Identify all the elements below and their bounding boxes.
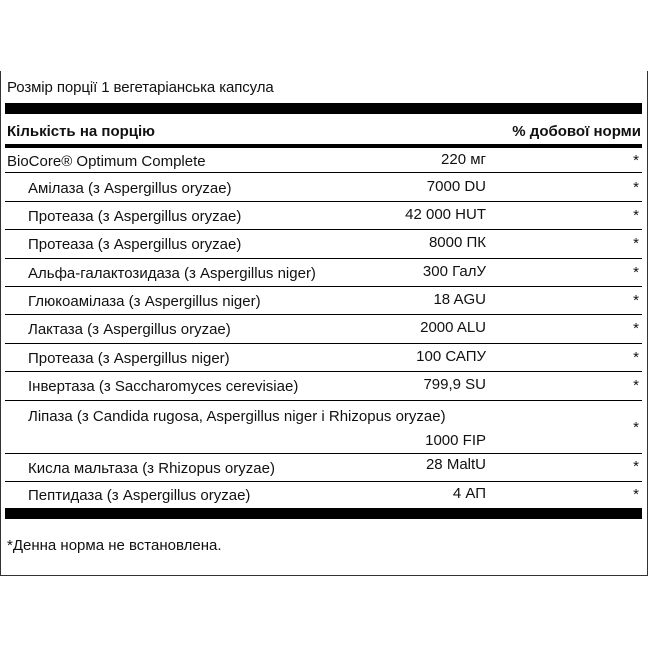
daily-value: * — [633, 349, 639, 366]
nutrient-row — [5, 454, 642, 482]
nutrient-row — [5, 287, 642, 315]
nutrient-amount: 18 AGU — [433, 291, 486, 308]
serving-size: Розмір порції 1 вегетаріанська капсула — [7, 79, 274, 96]
nutrient-row — [5, 148, 642, 173]
daily-value: * — [633, 486, 639, 503]
nutrient-name: Кисла мальтаза (з Rhizopus oryzae) — [28, 460, 275, 477]
nutrient-row — [5, 372, 642, 401]
nutrient-amount: 220 мг — [441, 151, 486, 168]
amount-per-serving-header: Кількість на порцію — [7, 123, 155, 140]
nutrient-amount: 28 MaltU — [425, 456, 486, 473]
nutrient-amount: 2000 ALU — [420, 319, 486, 336]
nutrient-name: Глюкоамілаза (з Aspergillus niger) — [28, 293, 261, 310]
nutrient-amount: 8000 ПК — [428, 234, 486, 251]
nutrient-name: Протеаза (з Aspergillus oryzae) — [28, 236, 242, 253]
daily-value: * — [633, 207, 639, 224]
nutrient-amount: 100 САПУ — [416, 348, 486, 365]
nutrient-amount: 300 ГалУ — [422, 263, 486, 280]
nutrient-row — [5, 173, 642, 202]
nutrient-name: Альфа-галактозидаза (з Aspergillus niger) — [28, 265, 316, 282]
nutrient-name: Ліпаза (з Candida rugosa, Aspergillus niger і Rhizopus oryzae) — [28, 408, 446, 425]
nutrient-name: Пептидаза (з Aspergillus oryzae) — [28, 487, 251, 504]
nutrient-amount: 42 000 HUT — [405, 206, 486, 223]
nutrient-amount: 1000 FIP — [425, 432, 486, 449]
daily-value: * — [633, 235, 639, 252]
nutrient-row — [5, 344, 642, 372]
daily-value: * — [633, 320, 639, 337]
nutrient-name: Протеаза (з Aspergillus niger) — [28, 350, 230, 367]
footnote: *Денна норма не встановлена. — [7, 537, 222, 554]
nutrient-row — [5, 230, 642, 259]
daily-value-header: % добової норми — [512, 123, 641, 140]
daily-value: * — [633, 264, 639, 281]
nutrient-row — [5, 315, 642, 344]
daily-value: * — [633, 152, 639, 169]
nutrient-amount: 799,9 SU — [423, 376, 486, 393]
daily-value: * — [633, 179, 639, 196]
nutrient-row — [5, 202, 642, 230]
nutrient-name: Інвертаза (з Saccharomyces cerevisiae) — [28, 378, 299, 395]
daily-value: * — [633, 419, 639, 436]
nutrient-row — [5, 401, 642, 454]
nutrient-row — [5, 482, 642, 508]
daily-value: * — [633, 377, 639, 394]
daily-value: * — [633, 458, 639, 475]
nutrient-amount: 7000 DU — [426, 178, 486, 195]
nutrient-name: BioCore® Optimum Complete — [7, 153, 206, 170]
top-thick-divider — [5, 103, 642, 114]
nutrient-row — [5, 259, 642, 287]
daily-value: * — [633, 292, 639, 309]
nutrient-name: Лактаза (з Aspergillus oryzae) — [28, 321, 231, 338]
bottom-thick-divider — [5, 508, 642, 519]
nutrient-name: Протеаза (з Aspergillus oryzae) — [28, 208, 242, 225]
nutrient-amount: 4 АП — [452, 485, 486, 502]
nutrient-name: Амілаза (з Aspergillus oryzae) — [28, 180, 232, 197]
